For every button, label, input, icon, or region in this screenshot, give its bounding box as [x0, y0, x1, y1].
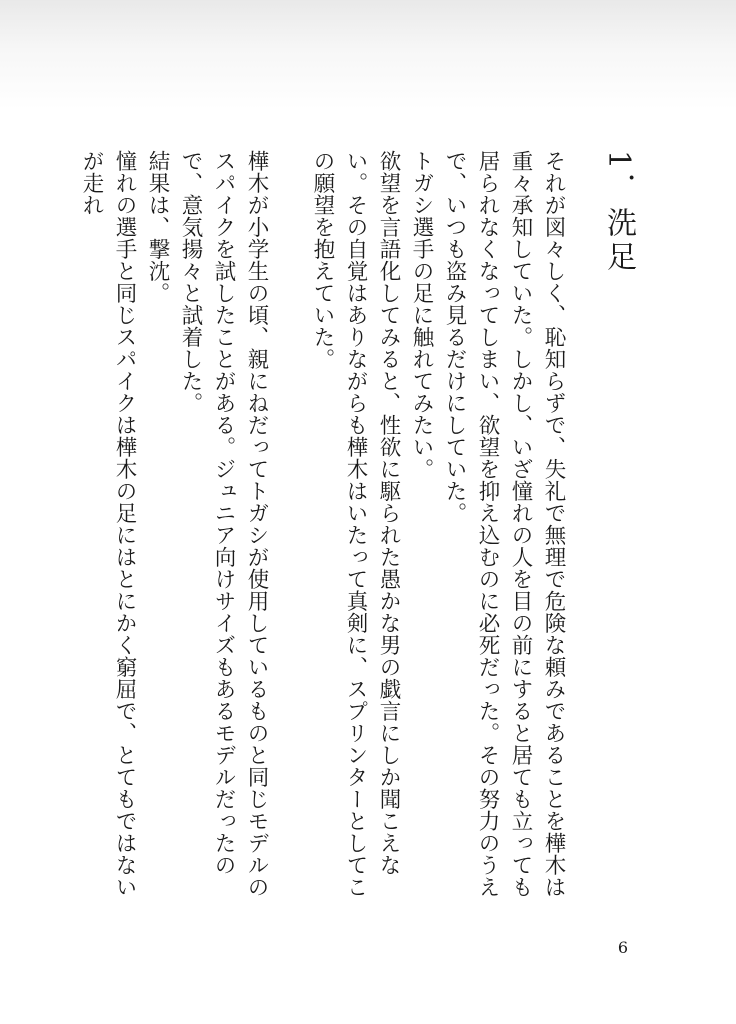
page-number: 6: [617, 938, 629, 957]
blank-line: [273, 150, 306, 910]
body-text: [79, 150, 570, 910]
paragraph-2: トガシ選手の足に触れてみたい。: [409, 150, 434, 480]
paragraph-5: 結果は、撃沈。: [145, 150, 170, 304]
paragraph-6: 憧れの選手と同じスパイクは樺木の足にはとにかく窮屈で、とてもではないが走れ: [79, 150, 137, 898]
chapter-title: 1．洗足: [601, 150, 636, 276]
paragraph-4: 樺木が小学生の頃、親にねだってトガシが使用しているものと同じモデルのスパイクを試したことがある。ジュニア向けサイズもあるモデルだったので、意気揚々と試着した。: [178, 150, 269, 898]
paragraph-1: それが図々しく、恥知らずで、失礼で無理で危険な頼みであることを樺木は重々承知していた。しかし、いざ憧れの人を目の前にすると居ても立っても居られなくなってしまい、欲望を抑え込むのに必死だった。その努力のうえで、いつも盗み見るだけにしていた。: [442, 150, 566, 898]
paragraph-3: 欲望を言語化してみると、性欲に駆られた愚かな男の戯言にしか聞こえない。その自覚はありながらも樺木はいたって真剣に、スプリンターとしてこの願望を抱えていた。: [310, 150, 401, 898]
